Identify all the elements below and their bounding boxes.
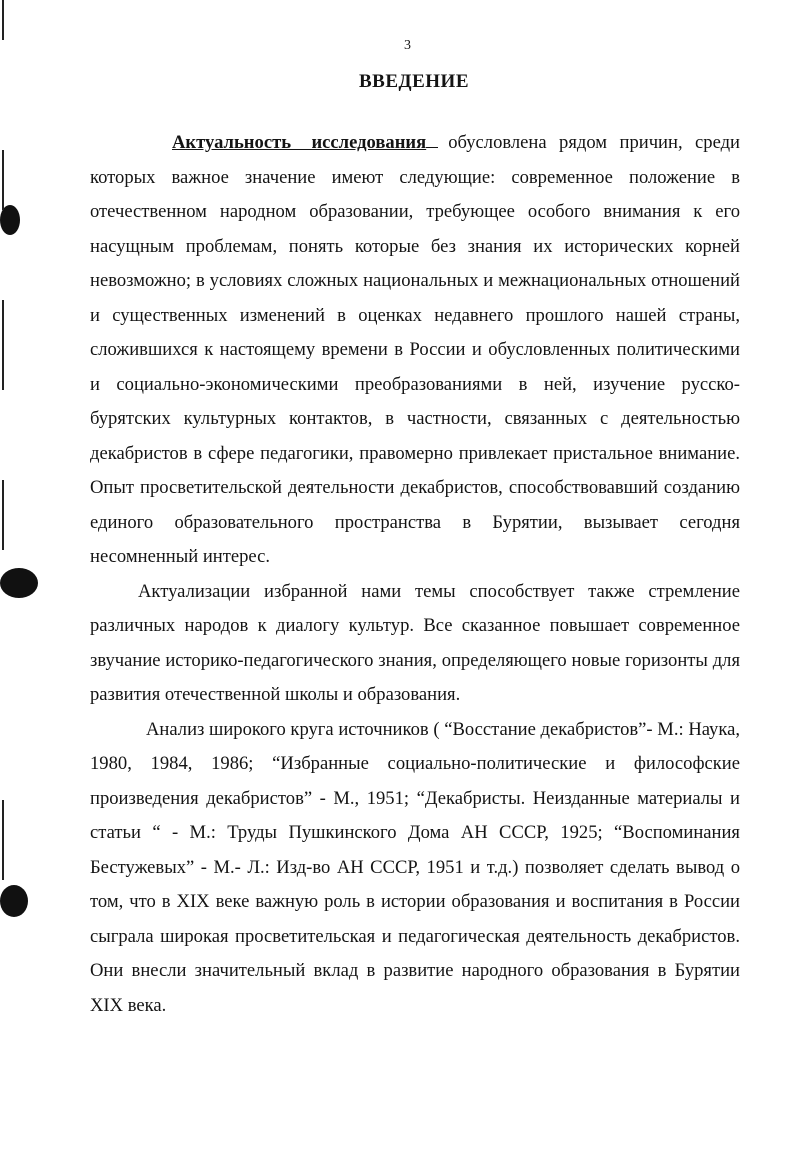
page-number: 3 <box>404 38 411 53</box>
paragraph-relevance <box>90 126 740 575</box>
scan-edge-mark-4 <box>2 480 4 550</box>
page-title: ВВЕДЕНИЕ <box>359 71 469 92</box>
scan-edge-mark-1 <box>2 0 4 40</box>
paragraph-actualization: Актуализации избранной нами темы способствует также стремление различных народов к диалогу культур. Все сказанное повышает современное звучание историко-педагогического знания, определяющего новые горизонты для развития отечественной школы и образования. <box>90 580 740 705</box>
lead-underline-gap <box>426 146 438 148</box>
relevance-lead-phrase: Актуальность исследования <box>172 132 427 153</box>
binder-hole-2 <box>0 568 38 598</box>
relevance-text: обусловлена рядом причин, среди которых важное значение имеют следующие: современное положение в отечественном народном образовании, требующее особого внимания к его насущным проблемам, понять которые без знания их исторических корней невозможно; в условиях сложных национальных и межнациональных отношений и существенных изменений в оценках недавнего прошлого нашей страны, сложившихся к настоящему времени в России и обусловленных политическими и социально-экономическими преобразованиями в ней, изучение русско-бурятских культурных контактов, в частности, связанных с деятельностью декабристов в сфере педагогики, правомерно привлекает пристальное внимание. Опыт просветительской деятельности декабристов, способствовавший созданию единого образовательного пространства в Бурятии, вызывает сегодня несомненный интерес. <box>90 132 740 567</box>
binder-hole-3 <box>0 885 28 917</box>
scan-edge-mark-5 <box>2 800 4 880</box>
scan-edge-mark-3 <box>2 300 4 390</box>
paragraph-sources-analysis: Анализ широкого круга источников ( “Восстание декабристов”- М.: Наука, 1980, 1984, 1986; “Избранные социально-политические и философские произведения декабристов” - М., 1951; “Декабристы. Неизданные материалы и статьи “ - М.: Труды Пушкинского Дома АН СССР, 1925; “Воспоминания Бестужевых” - М.- Л.: Изд-во АН СССР, 1951 и т.д.) позволяет сделать вывод о том, что в XIX веке важную роль в истории образования и воспитания в России сыграла широкая просветительская и педагогическая деятельность декабристов. Они внесли значительный вклад в развитие народного образования в Бурятии XIX века. <box>90 718 740 1016</box>
scan-edge-mark-2 <box>2 150 4 210</box>
document-body <box>90 126 740 1023</box>
